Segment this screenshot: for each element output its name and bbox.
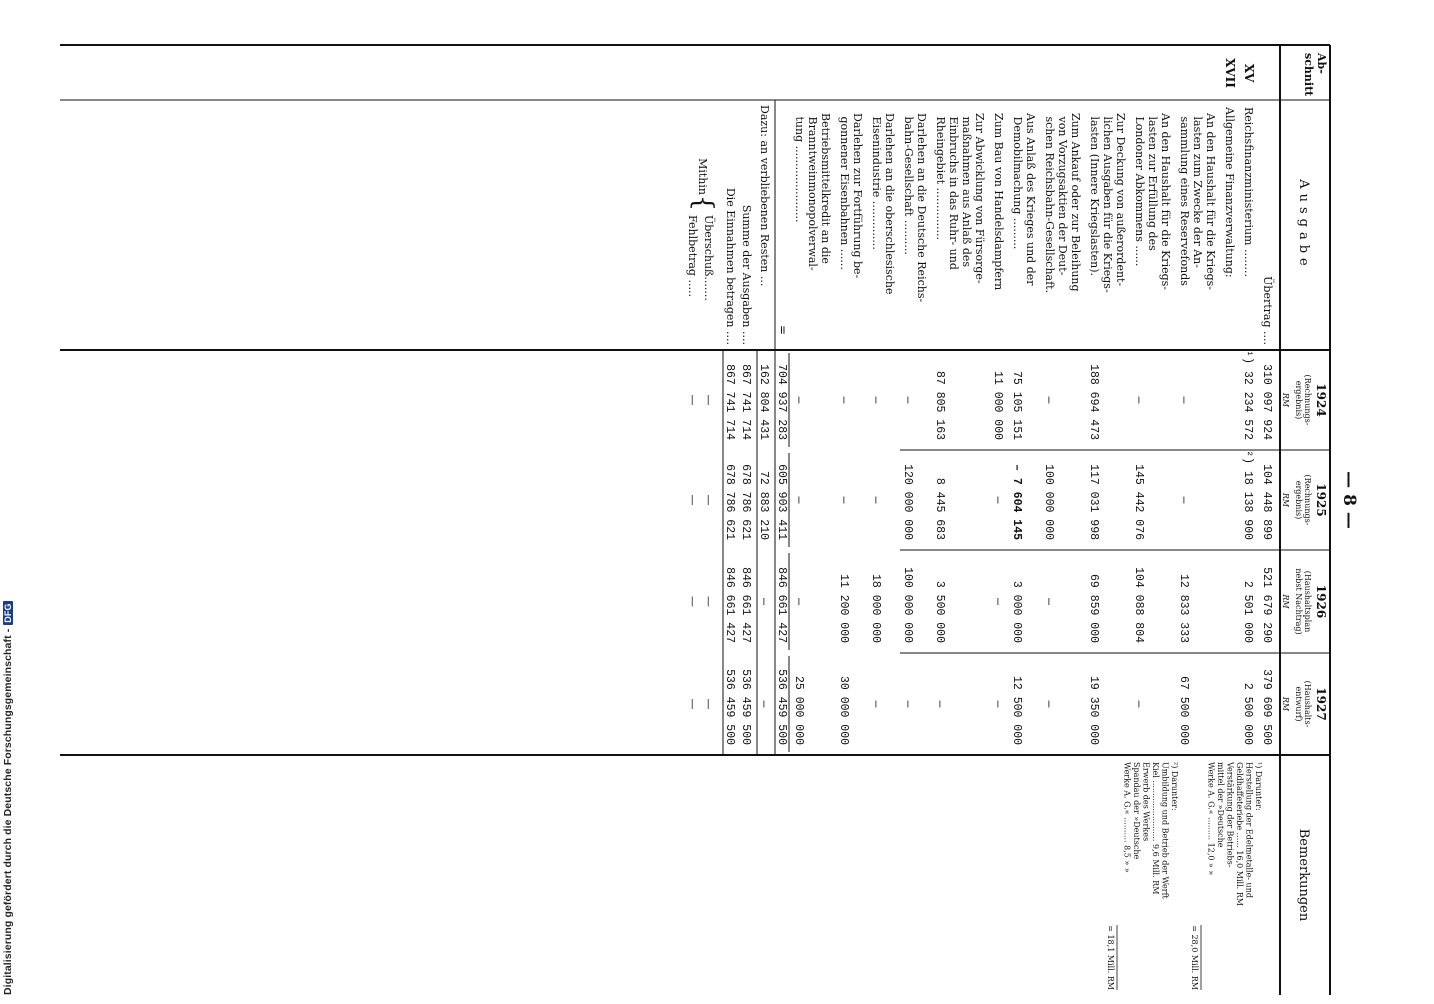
header-unit-1926: RM — [1281, 594, 1290, 609]
row-value: — — [869, 700, 882, 708]
section-XV: XV — [1242, 63, 1256, 83]
header-year-1924: 1924 — [1314, 383, 1328, 417]
row-value: — — [792, 598, 805, 605]
row-value: — — [991, 496, 1004, 504]
row-value: — — [991, 700, 1004, 708]
summe-value: 536 459 500 — [739, 669, 752, 745]
row-label: Darlehen zur Fortführung be- gonnener Eisenbahnen ...... — [838, 113, 864, 279]
dazu-value: — — [757, 700, 770, 708]
row-value: 30 000 000 — [837, 675, 850, 745]
header-year-sub-1925: (Rechnungs-ergebnis) — [1294, 474, 1312, 526]
row-value: — — [869, 396, 882, 404]
row-value: 521 679 290 — [1260, 567, 1273, 643]
row-value: 120 000 000 — [901, 464, 914, 540]
row-value: — — [1042, 396, 1055, 404]
subtotal-marker: = — [776, 324, 790, 335]
row-value: — — [792, 496, 805, 504]
row-value: 18 000 000 — [869, 573, 882, 643]
header-year-sub-1927: (Haushalts-entwurf) — [1294, 680, 1312, 728]
header-year-1926: 1926 — [1314, 584, 1328, 619]
row-label: Darlehen an die oberschlesische Eisenindustrie .............. — [870, 113, 896, 295]
subtotal-value: 536 459 500 — [775, 669, 788, 745]
row-value: 100 000 000 — [1042, 464, 1055, 540]
row-value: – 7 604 145 — [1010, 464, 1023, 540]
einnahmen-value: 678 786 621 — [723, 464, 736, 540]
digitization-footer — [2, 5, 18, 995]
remark-note-1-total: = 28,0 Mill. RM — [1190, 925, 1199, 990]
row-value: — — [1042, 598, 1055, 605]
mithin-value: — — [686, 698, 699, 710]
row-value: — — [837, 496, 850, 504]
header-unit-1925: RM — [1281, 492, 1290, 508]
subtotal-value: 605 903 411 — [775, 464, 788, 540]
mithin-value: — — [702, 494, 715, 506]
row-value: — — [837, 396, 850, 404]
row-value: — — [991, 598, 1004, 605]
row-value: 19 350 000 — [1087, 675, 1100, 745]
row-value: 25 000 000 — [792, 675, 805, 745]
remark-note-2: ²) Darunter:Umbildung und Betrieb der WerftKiel ........................ 9,6 Mill. RMErwerb des WerkesSpandau der »DeutscheWerke A. G.« .......... 8,5 » » — [1122, 762, 1179, 899]
row-value: 310 097 924 — [1260, 364, 1273, 440]
row-value: — — [1042, 700, 1055, 708]
row-value: — — [792, 396, 805, 404]
mithin-value: — — [702, 596, 715, 607]
row-value: — — [1177, 396, 1190, 404]
row-value: 75 105 151 — [1010, 370, 1023, 440]
header-abschnitt: Ab-schnitt — [1302, 53, 1328, 97]
row-value: 8 445 683 — [933, 477, 946, 540]
row-value: 104 088 804 — [1132, 567, 1145, 643]
row-value: 69 859 000 — [1087, 573, 1100, 643]
header-unit-1924: RM — [1281, 392, 1290, 408]
row-label: Darlehen an die Deutsche Reichs- bahn-Gesellschaft .......... — [902, 113, 928, 303]
row-value: — — [869, 496, 882, 504]
row-value: ¹) 32 234 572 — [1241, 350, 1254, 440]
row-value: 2 501 000 — [1241, 580, 1254, 643]
row-label: Zur Deckung von außerordent- lichen Ausgaben für die Kriegs- lasten (Innere Kriegslasten). — [1088, 113, 1127, 293]
mithin-value: — — [702, 394, 715, 406]
row-value: — — [1132, 700, 1145, 708]
row-label: Allgemeine Finanzverwaltung: — [1223, 107, 1236, 278]
row-value: 379 609 500 — [1260, 669, 1273, 745]
header-year-sub-1924: (Rechnungs-ergebnis) — [1294, 374, 1312, 426]
row-label: Zum Bau von Handelsdampfern — [992, 113, 1005, 291]
row-value: 145 442 076 — [1132, 464, 1145, 540]
row-label: Aus Anlaß des Krieges und der Demobilmachung ......... — [1011, 113, 1037, 286]
row-value: 67 500 000 — [1177, 675, 1190, 745]
mithin-label: Mithin — [696, 158, 709, 195]
row-value: 117 031 998 — [1087, 464, 1100, 540]
header-unit-1927: RM — [1281, 696, 1290, 712]
section-XVII: XVII — [1223, 58, 1237, 88]
summe-value: 867 741 714 — [739, 364, 752, 440]
remark-note-2-total: = 18,1 Mill. RM — [1106, 925, 1115, 990]
einnahmen-value: 867 741 714 — [723, 364, 736, 440]
row-value: 2 500 000 — [1241, 682, 1254, 745]
dazu-label: Dazu: an verbliebenen Resten ... — [758, 105, 771, 287]
row-label: Reichsfinanzministerium ........ — [1242, 107, 1255, 277]
row-value: 12 833 333 — [1177, 573, 1190, 643]
header-ausgabe: Ausgabe — [1296, 179, 1311, 271]
einnahmen-value: 846 661 427 — [723, 567, 736, 643]
row-value: — — [901, 396, 914, 404]
row-value: 3 000 000 — [1010, 580, 1023, 643]
header-bemerkungen: Bemerkungen — [1296, 828, 1311, 922]
mithin-brace: { — [688, 194, 718, 212]
row-value: — — [1177, 496, 1190, 504]
row-label: An den Haushalt für die Kriegs- lasten zur Erfüllung des Londoner Abkommens ...... — [1133, 113, 1172, 290]
subtotal-value: 846 661 427 — [775, 567, 788, 643]
einnahmen-value: 536 459 500 — [723, 669, 736, 745]
row-value: 188 694 473 — [1087, 364, 1100, 440]
row-value: — — [1132, 396, 1145, 404]
row-value: 11 000 000 — [991, 370, 1004, 440]
mithin-value: — — [686, 394, 699, 406]
dazu-value: — — [757, 598, 770, 605]
dazu-value: 162 804 431 — [757, 364, 770, 440]
row-label: Übertrag .... — [1261, 276, 1274, 345]
row-value: 3 500 000 — [933, 580, 946, 643]
row-value: ²) 18 138 900 — [1241, 450, 1254, 540]
row-value: 11 200 000 — [837, 573, 850, 643]
remark-note-1: ¹) Darunter:Herstellung der Edelmetalle- undGeldhaffeteriebe ...... 16,0 Mill. RMVerstärkung der Betriebs-mittel der »DeutscheWerke A. G.« ......... 12,0 » » — [1206, 762, 1263, 906]
row-value: 12 500 000 — [1010, 675, 1023, 745]
summe-value: 846 661 427 — [739, 567, 752, 643]
footer-text: Digitalisierung gefördert durch die Deutsche Forschungsgemeinschaft - — [2, 628, 14, 995]
einnahmen-label: Die Einnahmen betragen .... — [724, 187, 737, 345]
row-label: Zur Abwicklung von Fürsorge- maßnahmen aus Anlaß des Einbruchs in das Ruhr- und Rheingebiet ............... — [934, 113, 986, 284]
row-value: 104 448 899 — [1260, 464, 1273, 540]
row-value: 100 000 000 — [901, 567, 914, 643]
subtotal-value: 704 937 283 — [775, 364, 788, 440]
row-value: 87 805 163 — [933, 370, 946, 440]
header-year-1927: 1927 — [1314, 687, 1328, 721]
row-value: — — [933, 700, 946, 708]
mithin-value: — — [686, 596, 699, 607]
dfg-logo-icon: DFG — [3, 603, 13, 623]
summe-label: Summe der Ausgaben .... — [740, 204, 753, 345]
row-label: An den Haushalt für die Kriegs- lasten zum Zwecke der An- sammlung eines Reservefonds — [1178, 113, 1217, 290]
mithin-value: — — [686, 494, 699, 506]
row-value: — — [901, 700, 914, 708]
mithin-option: Überschuß....... — [702, 215, 715, 301]
page-number: — 8 — — [1339, 471, 1359, 529]
row-label: Zum Ankauf oder zur Beleihung von Vorzugsaktien der Deut- schen Reichsbahn-Gesellschaft. — [1043, 113, 1082, 294]
mithin-option: Fehlbetrag ..... — [686, 215, 699, 297]
dazu-value: 72 883 210 — [757, 470, 770, 540]
mithin-value: — — [702, 698, 715, 710]
header-year-1925: 1925 — [1314, 483, 1328, 517]
header-year-sub-1926: (Haushaltsplannebst Nachtrag) — [1294, 568, 1312, 635]
summe-value: 678 786 621 — [739, 464, 752, 540]
row-label: Betriebsmittelkredit an die Branntweinmonopolverwal- tung ...................... — [793, 113, 832, 271]
